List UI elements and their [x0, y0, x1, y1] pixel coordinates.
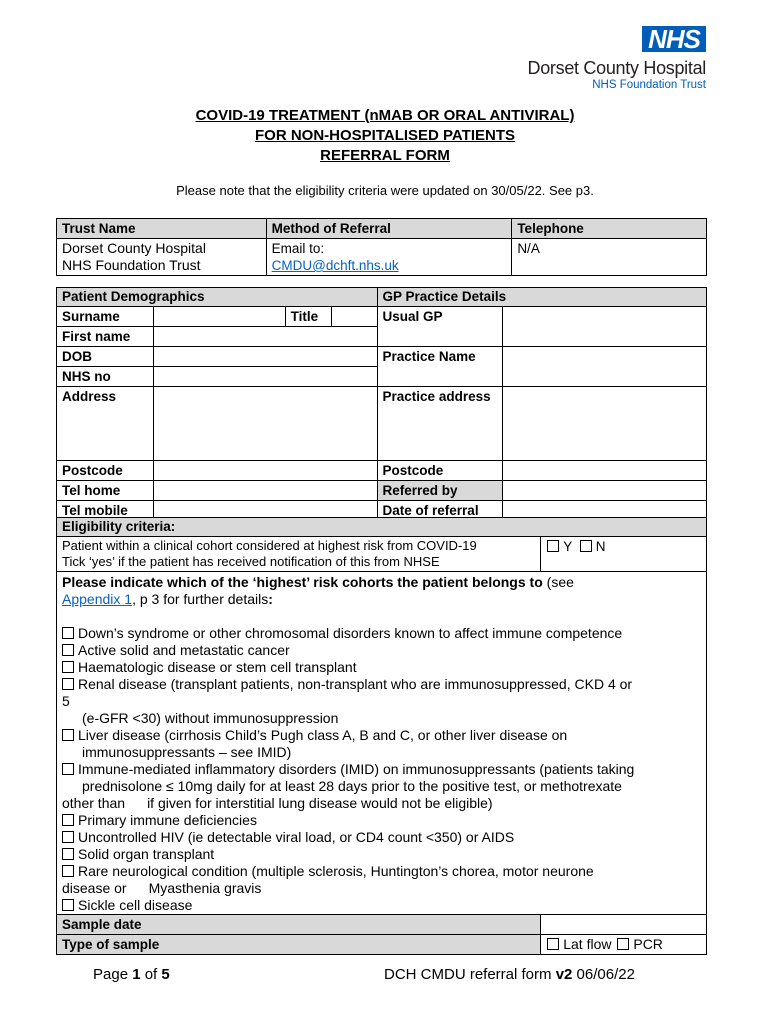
nhs-no-field[interactable] — [153, 367, 377, 387]
usual-gp-label: Usual GP — [377, 307, 503, 347]
imid-label-b: prednisolone ≤ 10mg daily for at least 28 days prior to the positive test, or methotrexate — [82, 778, 622, 794]
hiv-checkbox[interactable] — [62, 831, 74, 843]
document-name: DCH CMDU referral form — [384, 966, 556, 983]
indicate-tail: , p 3 for further details — [132, 591, 269, 607]
indicate-see: (see — [542, 574, 574, 590]
surname-label: Surname — [57, 307, 154, 327]
eligibility-update-note: Please note that the eligibility criteria were updated on 30/05/22. See p3. — [176, 183, 594, 198]
title-label: Title — [285, 307, 331, 327]
dob-field[interactable] — [153, 347, 377, 367]
no-label: N — [595, 539, 606, 554]
page-current: 1 — [132, 966, 141, 983]
imid-checkbox[interactable] — [62, 763, 74, 775]
indicate-colon: : — [268, 591, 273, 607]
lat-flow-label: Lat flow — [563, 936, 612, 952]
date-of-referral-label: Date of referral — [377, 501, 503, 521]
hiv-label: Uncontrolled HIV (ie detectable viral load, or CD4 count <350) or AIDS — [78, 829, 515, 845]
trust-name-line-2: NHS Foundation Trust — [62, 257, 201, 273]
dob-label: DOB — [57, 347, 154, 367]
neuro-checkbox[interactable] — [62, 865, 74, 877]
trust-name-line-1: Dorset County Hospital — [62, 240, 206, 256]
postcode-field[interactable] — [153, 461, 377, 481]
renal-checkbox[interactable] — [62, 678, 74, 690]
liver-label-b: immunosuppressants – see IMID) — [82, 744, 292, 760]
referred-by-label: Referred by — [377, 481, 503, 501]
tel-mobile-label: Tel mobile — [57, 501, 154, 521]
sickle-label: Sickle cell disease — [78, 897, 193, 913]
neuro-label-b1: disease or — [62, 880, 127, 896]
gp-postcode-label: Postcode — [377, 461, 503, 481]
practice-address-label: Practice address — [377, 387, 503, 461]
imid-label-c1: other than — [62, 795, 126, 811]
eligibility-table — [56, 517, 707, 955]
title-field[interactable] — [331, 307, 377, 327]
sickle-checkbox[interactable] — [62, 899, 74, 911]
cancer-checkbox[interactable] — [62, 644, 74, 656]
trust-table — [56, 218, 707, 276]
trust-name-header: Trust Name — [57, 219, 267, 239]
sample-date-label: Sample date — [57, 915, 541, 935]
liver-label-a: Liver disease (cirrhosis Child’s Pugh class A, B and C, or other liver disease on — [78, 727, 568, 743]
sot-label: Solid organ transplant — [78, 846, 215, 862]
patient-demographics-table — [56, 287, 707, 521]
imid-label-c2: if given for interstitial lung disease would not be eligible) — [147, 795, 493, 811]
neuro-label-b2: Myasthenia gravis — [148, 880, 262, 896]
patient-demographics-header: Patient Demographics — [57, 288, 378, 307]
haematologic-checkbox[interactable] — [62, 661, 74, 673]
renal-label-a: Renal disease (transplant patients, non-transplant who are immunosuppressed, CKD 4 or — [78, 676, 633, 692]
practice-address-field[interactable] — [503, 387, 707, 461]
no-checkbox[interactable] — [580, 540, 592, 552]
sample-date-field[interactable] — [541, 915, 707, 935]
downs-checkbox[interactable] — [62, 627, 74, 639]
appendix-1-link[interactable]: Appendix 1 — [62, 591, 133, 607]
cohort-statement: Patient within a clinical cohort considered at highest risk from COVID-19 — [62, 538, 477, 553]
liver-checkbox[interactable] — [62, 729, 74, 741]
neuro-label-a: Rare neurological condition (multiple sclerosis, Huntington’s chorea, motor neurone — [78, 863, 594, 879]
hospital-name: Dorset County Hospital — [527, 58, 706, 78]
pcr-checkbox[interactable] — [617, 938, 629, 950]
document-date: 06/06/22 — [572, 966, 635, 983]
page-total: 5 — [161, 966, 170, 983]
telephone-value: N/A — [512, 239, 707, 276]
address-field[interactable] — [153, 387, 377, 461]
eligibility-header: Eligibility criteria: — [57, 518, 707, 537]
practice-name-field[interactable] — [503, 347, 707, 387]
pid-checkbox[interactable] — [62, 814, 74, 826]
tel-home-field[interactable] — [153, 481, 377, 501]
postcode-label: Postcode — [57, 461, 154, 481]
of-word: of — [140, 966, 162, 983]
downs-label: Down’s syndrome or other chromosomal disorders known to affect immune competence — [78, 625, 623, 641]
first-name-label: First name — [57, 327, 154, 347]
yes-checkbox[interactable] — [547, 540, 559, 552]
form-title-line-2: FOR NON-HOSPITALISED PATIENTS — [254, 127, 515, 144]
usual-gp-field[interactable] — [503, 307, 707, 347]
hospital-subtitle: NHS Foundation Trust — [592, 79, 706, 91]
nhs-logo-badge: NHS — [642, 26, 706, 52]
page-word: Page — [93, 966, 133, 983]
gp-postcode-field[interactable] — [503, 461, 707, 481]
form-title-line-3: REFERRAL FORM — [320, 147, 450, 164]
first-name-field[interactable] — [153, 327, 377, 347]
address-label: Address — [57, 387, 154, 461]
document-version — [384, 966, 635, 983]
lat-flow-checkbox[interactable] — [547, 938, 559, 950]
type-of-sample-label: Type of sample — [57, 935, 541, 955]
haematologic-label: Haematologic disease or stem cell transplant — [78, 659, 357, 675]
referred-by-field[interactable] — [503, 481, 707, 501]
renal-label-b: 5 — [62, 693, 70, 709]
gp-practice-header: GP Practice Details — [377, 288, 706, 307]
pid-label: Primary immune deficiencies — [78, 812, 257, 828]
indicate-cohorts-heading: Please indicate which of the ‘highest’ risk cohorts the patient belongs to — [62, 574, 543, 590]
method-header: Method of Referral — [266, 219, 512, 239]
hospital-logo — [486, 26, 706, 92]
surname-field[interactable] — [153, 307, 285, 327]
telephone-header: Telephone — [512, 219, 707, 239]
practice-name-label: Practice Name — [377, 347, 503, 387]
yes-label: Y — [563, 539, 572, 554]
tel-home-label: Tel home — [57, 481, 154, 501]
sot-checkbox[interactable] — [62, 848, 74, 860]
email-label: Email to: — [271, 241, 325, 256]
nhs-no-label: NHS no — [57, 367, 154, 387]
imid-label-a: Immune-mediated inflammatory disorders (IMID) on immunosuppressants (patients taking — [78, 761, 635, 777]
form-title-line-1: COVID-19 TREATMENT (nMAB OR ORAL ANTIVIRAL) — [195, 107, 575, 124]
page-number — [93, 966, 170, 983]
cohort-tick-instruction: Tick ‘yes’ if the patient has received notification of this from NHSE — [62, 554, 440, 569]
cancer-label: Active solid and metastatic cancer — [78, 642, 290, 658]
email-link[interactable]: CMDU@dchft.nhs.uk — [271, 258, 399, 273]
document-version-number: v2 — [555, 966, 573, 983]
renal-label-c: (e-GFR <30) without immunosuppression — [82, 710, 339, 726]
pcr-label: PCR — [633, 936, 663, 952]
